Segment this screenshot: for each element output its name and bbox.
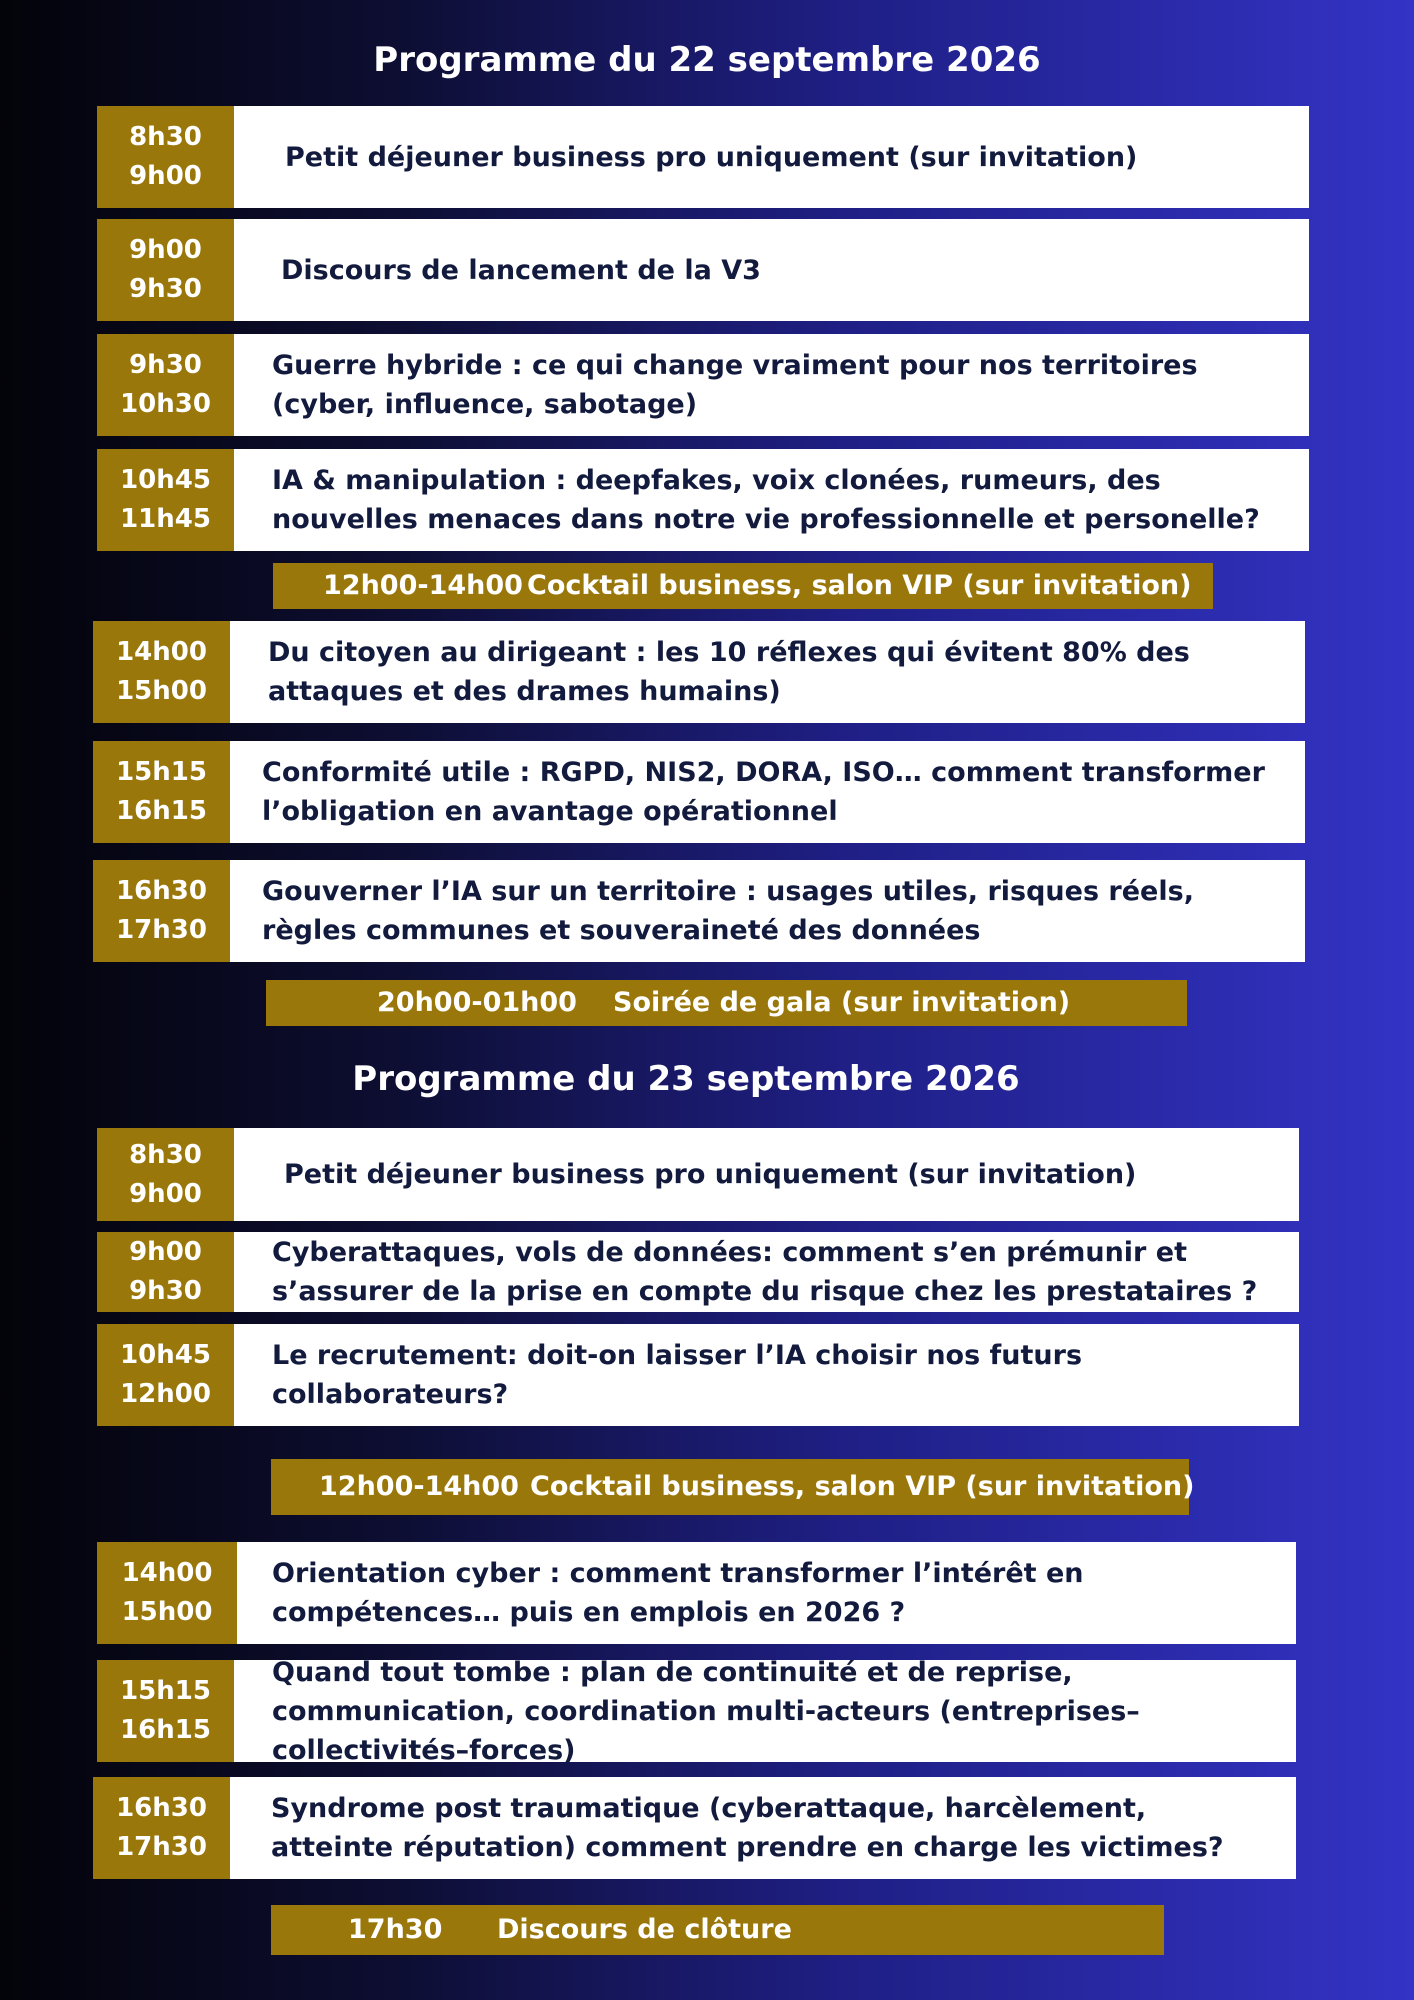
session-title: Guerre hybride : ce qui change vraiment pour nos territoires (cyber, influence, sabotage) [234,334,1309,436]
start-time: 10h45 [120,465,211,495]
break-label: Cocktail business, salon VIP (sur invitation) [527,570,1192,601]
session-time [97,334,234,436]
end-time: 16h15 [116,796,207,826]
session-title: Petit déjeuner business pro uniquement (sur invitation) [234,1128,1299,1221]
session-time [97,1128,234,1221]
session-row [93,621,1305,723]
session-title: Orientation cyber : comment transformer l’intérêt en compétences… puis en emplois en 2026 ? [237,1542,1296,1644]
end-time: 15h00 [121,1597,213,1627]
end-time: 10h30 [120,389,211,419]
closing-label: Discours de clôture [497,1914,792,1945]
end-time: 9h00 [129,1178,202,1209]
start-time: 8h30 [129,122,202,152]
closing-speech [271,1905,1164,1955]
session-time [97,1542,237,1644]
start-time: 16h30 [116,1793,207,1823]
session-title: Conformité utile : RGPD, NIS2, DORA, ISO… comment transformer l’obligation en avantage opérationnel [230,741,1305,843]
session-row [97,1656,1296,1766]
start-time: 10h45 [120,1340,211,1370]
session-time [93,621,230,723]
gala-label: Soirée de gala (sur invitation) [613,987,1071,1018]
session-title: Le recrutement: doit-on laisser l’IA choisir nos futurs collaborateurs? [234,1324,1299,1426]
gala-evening [266,980,1187,1026]
start-time: 16h30 [116,876,207,906]
session-title: IA & manipulation : deepfakes, voix clonées, rumeurs, des nouvelles menaces dans notre vie professionnelle et personelle? [234,449,1309,551]
session-time [97,1324,234,1426]
day2-title: Programme du 23 septembre 2026 [352,1059,1020,1099]
session-time [93,741,230,843]
session-title: Gouverner l’IA sur un territoire : usages utiles, risques réels, règles communes et souveraineté des données [230,860,1305,962]
cocktail-break [271,1459,1195,1515]
session-row [97,1542,1296,1644]
session-row [97,334,1309,436]
start-time: 15h15 [120,1676,211,1706]
session-time [97,219,234,321]
session-row [93,860,1305,962]
session-title: Cyberattaques, vols de données: comment s’en prémunir et s’assurer de la prise en compte du risque chez les prestataires ? [234,1232,1299,1312]
session-title: Discours de lancement de la V3 [234,219,1309,321]
end-time: 9h30 [129,274,202,304]
session-row [97,1128,1299,1221]
end-time: 15h00 [116,676,207,706]
session-row [93,1777,1296,1879]
cocktail-break [273,563,1213,609]
session-time [97,106,234,208]
start-time: 9h00 [129,1237,202,1267]
session-time [97,1660,234,1762]
session-row [97,1324,1299,1426]
end-time: 11h45 [120,504,211,534]
session-time [97,1232,234,1312]
end-time: 17h30 [116,1832,207,1862]
session-row [97,449,1309,551]
end-time: 17h30 [116,915,207,945]
end-time: 9h00 [129,161,202,191]
end-time: 16h15 [120,1715,211,1745]
break-time: 12h00-14h00 [319,1471,519,1502]
start-time: 9h00 [129,235,202,265]
closing-time: 17h30 [348,1914,443,1945]
start-time: 8h30 [129,1139,202,1170]
session-time [93,1777,230,1879]
gala-time: 20h00-01h00 [377,987,577,1018]
session-title: Syndrome post traumatique (cyberattaque, harcèlement, atteinte réputation) comment prendre en charge les victimes? [230,1777,1296,1879]
session-title: Quand tout tombe : plan de continuité et de reprise, communication, coordination multi-acteurs (entreprises–collectivités–forces) [234,1660,1296,1762]
session-row [97,1232,1299,1312]
session-row [97,219,1309,321]
session-row [97,106,1309,208]
session-time [93,860,230,962]
session-row [93,741,1305,843]
break-label: Cocktail business, salon VIP (sur invitation) [530,1471,1195,1502]
day1-title: Programme du 22 septembre 2026 [373,40,1041,80]
session-title: Petit déjeuner business pro uniquement (sur invitation) [234,106,1309,208]
break-time: 12h00-14h00 [323,570,523,601]
start-time: 9h30 [129,350,202,380]
end-time: 12h00 [120,1379,211,1409]
start-time: 14h00 [121,1558,213,1588]
session-title: Du citoyen au dirigeant : les 10 réflexes qui évitent 80% des attaques et des drames humains) [230,621,1305,723]
start-time: 15h15 [116,757,207,787]
session-time [97,449,234,551]
start-time: 14h00 [116,637,207,667]
end-time: 9h30 [129,1276,202,1306]
